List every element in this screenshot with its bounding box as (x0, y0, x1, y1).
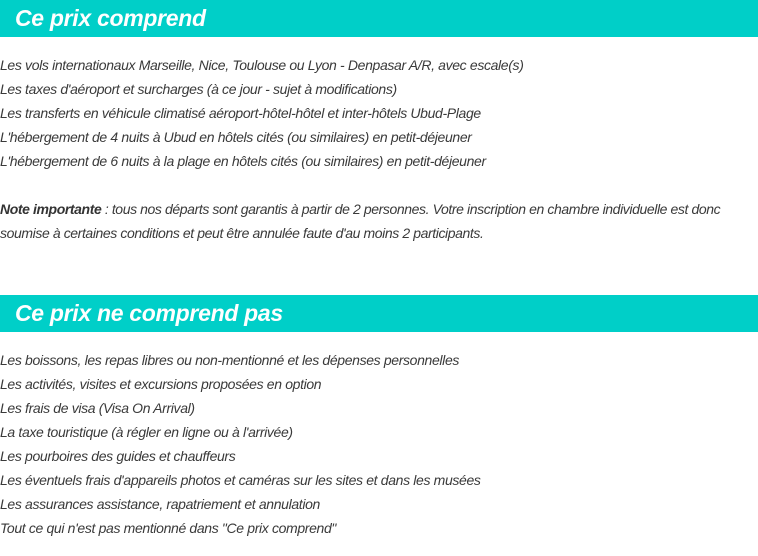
list-item: La taxe touristique (à régler en ligne ou à l'arrivée) (0, 424, 293, 440)
list-item: Les vols internationaux Marseille, Nice, Toulouse ou Lyon - Denpasar A/R, avec escale(s) (0, 57, 524, 73)
list-item: Les transferts en véhicule climatisé aéroport-hôtel-hôtel et inter-hôtels Ubud-Plage (0, 105, 481, 121)
list-item: Les éventuels frais d'appareils photos et caméras sur les sites et dans les musées (0, 472, 481, 488)
list-item: Les taxes d'aéroport et surcharges (à ce jour - sujet à modifications) (0, 81, 397, 97)
section-excluded (0, 295, 758, 536)
note-label: Note importante (0, 201, 102, 217)
note-text: : tous nos départs sont garantis à partir de 2 personnes. Votre inscription en chambre individuelle est donc soumise à certaines conditions et peut être annulée faute d'au moins 2 participants. (0, 201, 721, 241)
list-item: Les assurances assistance, rapatriement et annulation (0, 496, 320, 512)
section-included (0, 0, 758, 169)
list-item: Tout ce qui n'est pas mentionné dans "Ce prix comprend" (0, 520, 337, 536)
excluded-list (0, 348, 481, 540)
list-item: Les frais de visa (Visa On Arrival) (0, 400, 195, 416)
list-item: L'hébergement de 4 nuits à Ubud en hôtels cités (ou similaires) en petit-déjeuner (0, 129, 472, 145)
list-item: Les activités, visites et excursions proposées en option (0, 376, 322, 392)
list-item: Les boissons, les repas libres ou non-mentionné et les dépenses personnelles (0, 352, 460, 368)
list-item: L'hébergement de 6 nuits à la plage en hôtels cités (ou similaires) en petit-déjeuner (0, 153, 486, 169)
important-note (0, 197, 758, 245)
section-title-included: Ce prix comprend (0, 0, 758, 37)
section-title-excluded: Ce prix ne comprend pas (0, 295, 758, 332)
included-list (0, 53, 524, 173)
list-item: Les pourboires des guides et chauffeurs (0, 448, 236, 464)
